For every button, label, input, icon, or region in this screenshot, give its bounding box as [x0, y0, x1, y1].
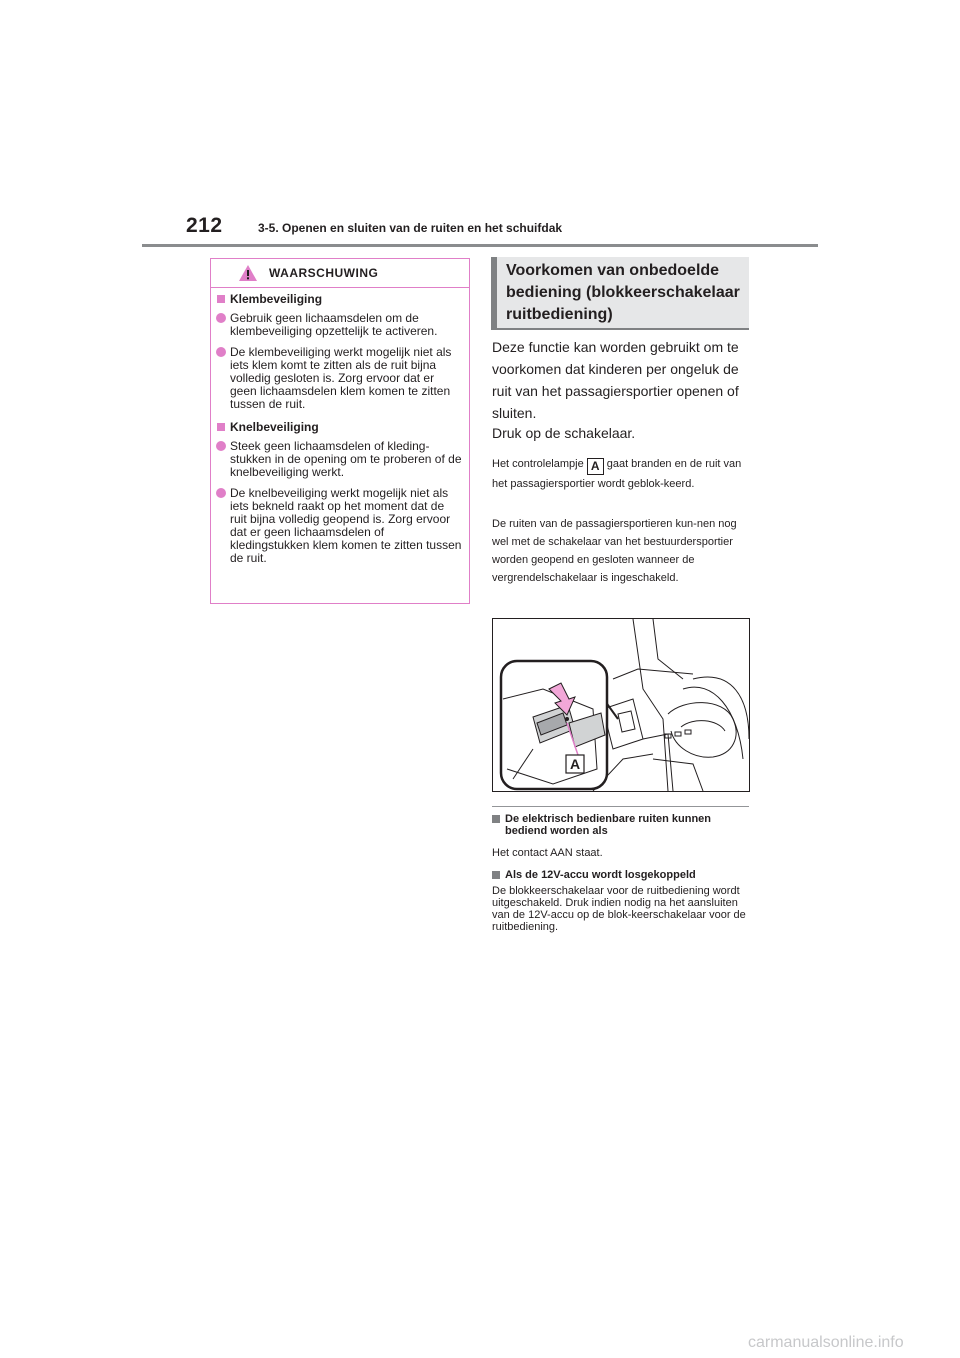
warning-item-text: De klembeveiliging werkt mogelijk niet als iets klem komt te zitten als de ruit bijna volledig gesloten is. Zorg ervoor dat er geen lichaamsdelen klem komen te zitten tussen de ruit. — [230, 345, 452, 411]
warning-item-text: De knelbeveiliging werkt mogelijk niet als iets bekneld raakt op het moment dat de ruit bijna volledig geopend is. Zorg ervoor dat er geen lichaamsdelen of kledingstukken klem komen te zitten tussen de ruit. — [230, 486, 462, 565]
watermark: carmanualsonline.info — [748, 1334, 904, 1351]
square-bullet-icon — [492, 815, 500, 823]
chapter-title: 3-5. Openen en sluiten van de ruiten en het schuifdak — [258, 221, 563, 235]
warning-item — [215, 440, 463, 479]
indicator-note — [492, 455, 750, 493]
note-heading-battery — [492, 869, 750, 881]
instruction-text: Druk op de schakelaar. — [492, 425, 636, 441]
round-bullet-icon — [216, 488, 226, 498]
warning-item — [215, 346, 463, 411]
window-lock-switch-illustration — [492, 618, 750, 792]
square-bullet-icon — [492, 871, 500, 879]
note-text-battery: De blokkeerschakelaar voor de ruitbediening wordt uitgeschakeld. Druk indien nodig na het aansluiten van de 12V-accu op de blok-keerschakelaar voor de ruitbediening. — [492, 885, 746, 933]
warning-heading-text: Klembeveiliging — [230, 292, 323, 306]
note-heading-text: De elektrisch bedienbare ruiten kunnen bediend worden als — [505, 813, 712, 837]
round-bullet-icon — [216, 441, 226, 451]
figure-marker-a: A — [569, 756, 581, 772]
note-text-powered-windows: Het contact AAN staat. — [492, 847, 603, 859]
warning-heading-klembeveiliging — [215, 293, 463, 306]
note-text: gaat branden en de ruit van het passagiersportier wordt geblok-keerd. — [492, 458, 742, 490]
note-text: Het controlelampje — [492, 458, 584, 470]
intro-paragraph: Deze functie kan worden gebruikt om te voorkomen dat kinderen per ongeluk de ruit van het passagiersportier openen of sluiten. — [492, 339, 739, 421]
warning-content — [215, 293, 463, 573]
warning-label: WAARSCHUWING — [269, 266, 379, 280]
warning-triangle-icon — [238, 264, 258, 282]
warning-item — [215, 487, 463, 565]
note-heading-text: Als de 12V-accu wordt losgekoppeld — [505, 869, 696, 881]
warning-heading-text: Knelbeveiliging — [230, 420, 319, 434]
passenger-note: De ruiten van de passagiersportieren kun-nen nog wel met de schakelaar van het bestuurdersportier worden geopend en gesloten wanneer de vergrendelschakelaar is ingeschakeld. — [492, 518, 737, 584]
warning-item-text: Steek geen lichaamsdelen of kleding-stukken in de opening om te proberen of de knelbeveiliging werkt. — [230, 439, 462, 479]
round-bullet-icon — [216, 313, 226, 323]
warning-header — [211, 259, 469, 288]
page-number: 212 — [186, 214, 223, 237]
square-bullet-icon — [217, 295, 225, 303]
section-header — [491, 257, 749, 330]
header-divider — [142, 244, 818, 247]
section-title: Voorkomen van onbedoelde bediening (blokkeerschakelaar ruitbediening) — [506, 262, 740, 323]
illustration-svg — [493, 619, 749, 791]
warning-heading-knelbeveiliging — [215, 421, 463, 434]
square-bullet-icon — [217, 423, 225, 431]
round-bullet-icon — [216, 347, 226, 357]
note-heading-powered-windows — [492, 813, 750, 837]
notes-divider — [492, 806, 749, 807]
marker-a-label: A — [587, 458, 604, 475]
warning-item-text: Gebruik geen lichaamsdelen om de klembeveiliging opzettelijk te activeren. — [230, 311, 438, 338]
warning-item — [215, 312, 463, 338]
warning-box — [210, 258, 470, 604]
